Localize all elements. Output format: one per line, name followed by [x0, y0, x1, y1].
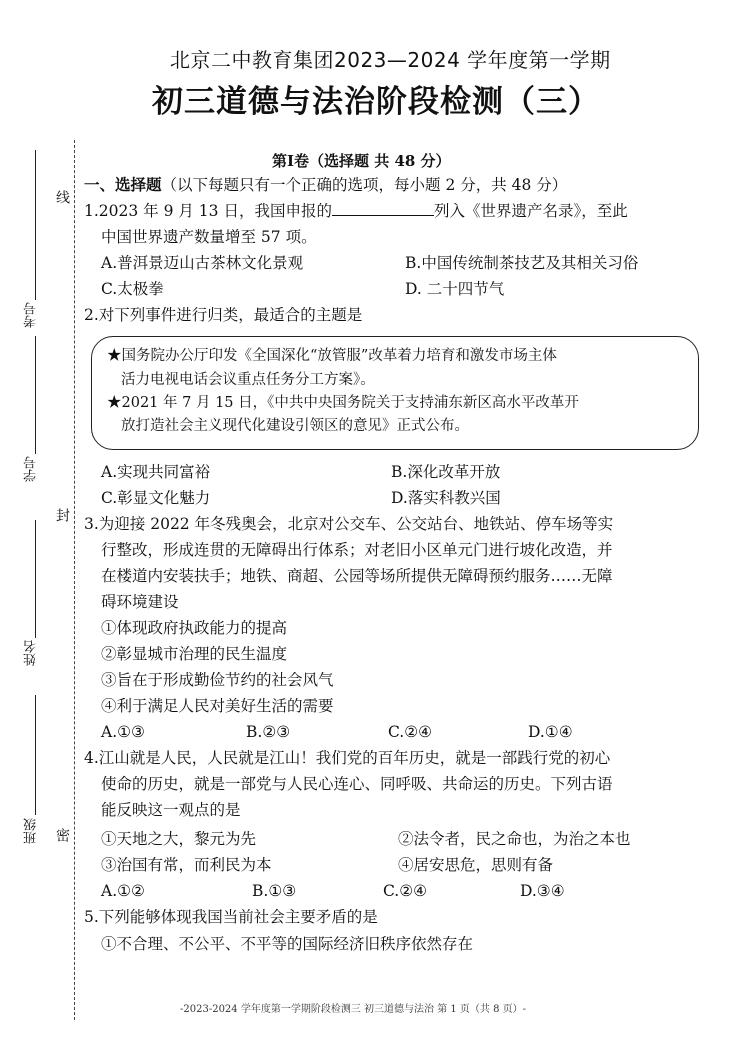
- q2-material-2b: 放打造社会主义现代化建设引领区的意见》正式公布。: [121, 418, 469, 434]
- q2-option-a[interactable]: A.实现共同富裕: [101, 463, 211, 481]
- q3-option-b[interactable]: B.②③: [246, 723, 291, 741]
- q2-stem: 2.对下列事件进行归类，最适合的主题是: [84, 306, 363, 324]
- q4-item-3: ③治国有常，而利民为本: [101, 856, 272, 874]
- q1-stem-part-b: 列入《世界遗产名录》，至此: [433, 202, 628, 220]
- page-footer: -2023-2024 学年度第一学期阶段检测三 初三道德与法治 第 1 页（共 8 页）-: [180, 1004, 527, 1015]
- q4-stem-line2: 使命的历史，就是一部党与人民心连心、同呼吸、共命运的历史。下列古语: [101, 775, 613, 793]
- q1-option-d[interactable]: D. 二十四节气: [405, 280, 505, 298]
- exam-title-line2: 初三道德与法治阶段检测（三）: [152, 84, 600, 120]
- student-no-label: 学号: [24, 456, 39, 482]
- q4-item-1: ①天地之大，黎元为先: [101, 830, 257, 848]
- q3-stem-line1: 3.为迎接 2022 年冬残奥会，北京对公交车、公交站台、地铁站、停车场等实: [84, 515, 614, 533]
- q1-stem-line2: 中国世界遗产数量增至 57 项。: [101, 228, 317, 246]
- class-blank[interactable]: [35, 695, 36, 815]
- q2-option-b[interactable]: B.深化改革开放: [391, 463, 501, 481]
- q4-option-a[interactable]: A.①②: [101, 882, 145, 900]
- q4-item-2: ②法令者，民之命也，为治之本也: [398, 830, 631, 848]
- seal-char-mi: 密: [54, 828, 70, 842]
- q3-option-c[interactable]: C.②④: [388, 723, 433, 741]
- q1-stem-part-a: 1.2023 年 9 月 13 日，我国申报的: [84, 202, 332, 220]
- section-heading: 第Ⅰ卷（选择题 共 48 分）: [272, 152, 451, 170]
- q2-material-2a: ★2021 年 7 月 15 日，《中共中央国务院关于支持浦东新区高水平改革开: [107, 395, 579, 411]
- q4-option-c[interactable]: C.②④: [383, 882, 428, 900]
- name-label: 姓名: [24, 640, 39, 666]
- part1-heading: 一、选择题: [84, 175, 162, 194]
- q1-option-b[interactable]: B.中国传统制茶技艺及其相关习俗: [405, 254, 639, 272]
- q3-item-1: ①体现政府执政能力的提高: [101, 619, 288, 637]
- seal-char-xian: 线: [54, 190, 70, 204]
- q2-option-d[interactable]: D.落实科教兴国: [391, 489, 501, 507]
- part1-heading-line: [84, 174, 567, 196]
- student-no-blank[interactable]: [35, 336, 36, 454]
- q4-option-b[interactable]: B.①③: [252, 882, 297, 900]
- q5-stem: 5.下列能够体现我国当前社会主要矛盾的是: [84, 908, 378, 926]
- q3-option-d[interactable]: D.①④: [528, 723, 573, 741]
- q3-stem-line3: 在楼道内安装扶手；地铁、商超、公园等场所提供无障碍预约服务……无障: [101, 567, 613, 585]
- q4-stem-line1: 4.江山就是人民，人民就是江山！我们党的百年历史，就是一部践行党的初心: [84, 749, 611, 767]
- q5-item-1: ①不合理、不公平、不平等的国际经济旧秩序依然存在: [101, 935, 474, 953]
- name-blank[interactable]: [35, 520, 36, 638]
- exam-no-label: 考号: [24, 302, 39, 328]
- class-label: 班级: [24, 818, 39, 844]
- q3-item-4: ④利于满足人民对美好生活的需要: [101, 697, 334, 715]
- part1-instruction: （以下每题只有一个正确的选项，每小题 2 分，共 48 分）: [161, 176, 568, 194]
- q3-stem-line2: 行整改，形成连贯的无障碍出行体系；对老旧小区单元门进行坡化改造，并: [101, 541, 613, 559]
- q4-item-4: ④居安思危，思则有备: [398, 856, 554, 874]
- q4-option-d[interactable]: D.③④: [520, 882, 565, 900]
- q3-item-3: ③旨在于形成勤俭节约的社会风气: [101, 671, 334, 689]
- q1-option-c[interactable]: C.太极拳: [101, 280, 164, 298]
- q1-stem-line1: [84, 200, 628, 222]
- seal-char-feng: 封: [54, 508, 70, 522]
- q1-answer-blank[interactable]: [332, 200, 434, 216]
- q2-material-1a: ★国务院办公厅印发《全国深化“放管服”改革着力培育和激发市场主体: [107, 348, 557, 364]
- q3-option-a[interactable]: A.①③: [101, 723, 145, 741]
- q1-option-a[interactable]: A.普洱景迈山古茶林文化景观: [101, 254, 304, 272]
- q3-stem-line4: 碍环境建设: [101, 593, 179, 611]
- exam-no-blank[interactable]: [35, 150, 36, 300]
- exam-title-line1: 北京二中教育集团2023—2024 学年度第一学期: [170, 48, 611, 72]
- q2-material-1b: 活力电视电话会议重点任务分工方案》。: [121, 372, 375, 388]
- q2-option-c[interactable]: C.彰显文化魅力: [101, 489, 211, 507]
- q3-item-2: ②彰显城市治理的民生温度: [101, 645, 288, 663]
- q4-stem-line3: 能反映这一观点的是: [101, 801, 241, 819]
- binding-dashed-line: [74, 140, 75, 1020]
- binding-margin: [0, 0, 100, 1000]
